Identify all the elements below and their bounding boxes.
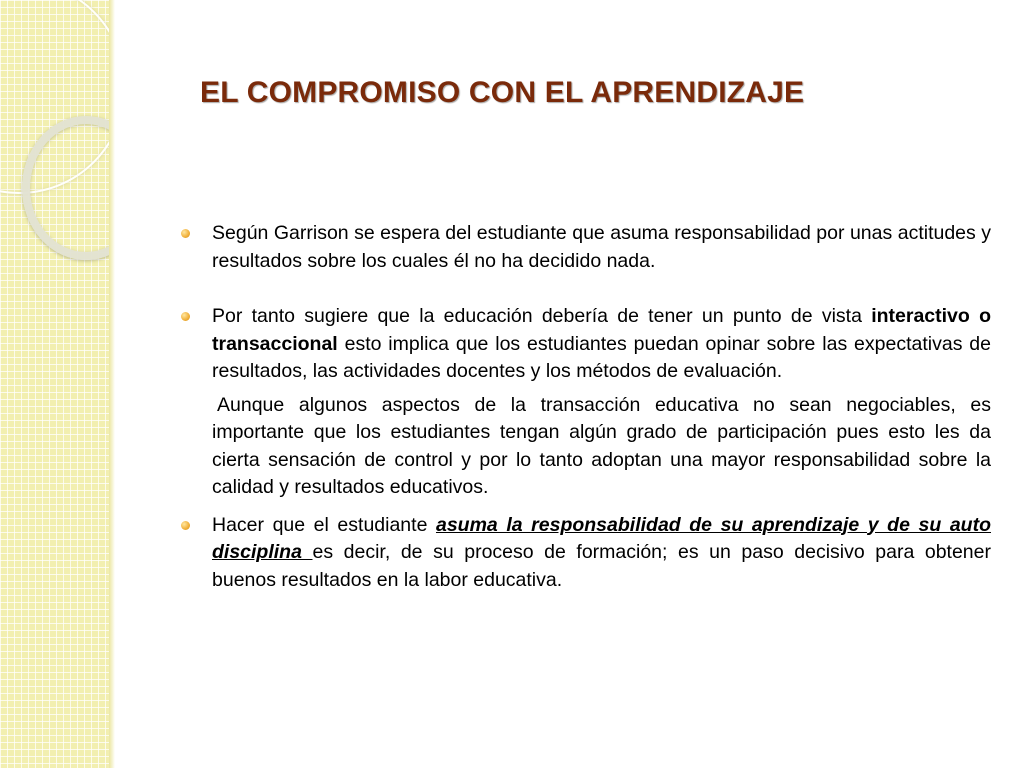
bullet-icon (181, 521, 190, 530)
bullet-continuation: Aunque algunos aspectos de la transacción educativa no sean negociables, es importante que los estudiantes tengan algún grado de participación pues esto les da cierta sensación de control y por lo tanto adoptan una mayor responsabilidad sobre la calidad y resultados educativos. (212, 393, 991, 498)
bullet-item-1 (176, 220, 991, 275)
sidebar-edge (109, 0, 115, 768)
bullet-item-2 (176, 303, 991, 502)
bullet-list (176, 220, 991, 594)
bullet-text-bold: interactivo o transaccional (212, 305, 991, 355)
bullet-text (212, 512, 991, 595)
bullet-text-emphasis: asuma la responsabilidad de su aprendizaje y de su auto disciplina (212, 513, 991, 563)
bullet-text-rest: esto implica que los estudiantes puedan opinar sobre las expectativas de resultados, las actividades docentes y los métodos de evaluación. (212, 332, 991, 382)
bullet-text-intro: Hacer que el estudiante (212, 513, 436, 536)
bullet-icon (181, 312, 190, 321)
decorative-sidebar (0, 0, 113, 768)
bullet-text: Según Garrison se espera del estudiante que asuma responsabilidad por unas actitudes y resultados sobre los cuales él no ha decidido nada. (212, 222, 991, 272)
bullet-text (212, 303, 991, 386)
bullet-item-3 (176, 512, 991, 595)
bullet-text-intro: Por tanto sugiere que la educación debería de tener un punto de vista (212, 305, 872, 327)
slide-title: EL COMPROMISO CON EL APRENDIZAJE (200, 76, 805, 109)
bullet-icon (181, 229, 190, 238)
bullet-text-rest: es decir, de su proceso de formación; es un paso decisivo para obtener buenos resultados en la labor educativa. (212, 541, 991, 591)
